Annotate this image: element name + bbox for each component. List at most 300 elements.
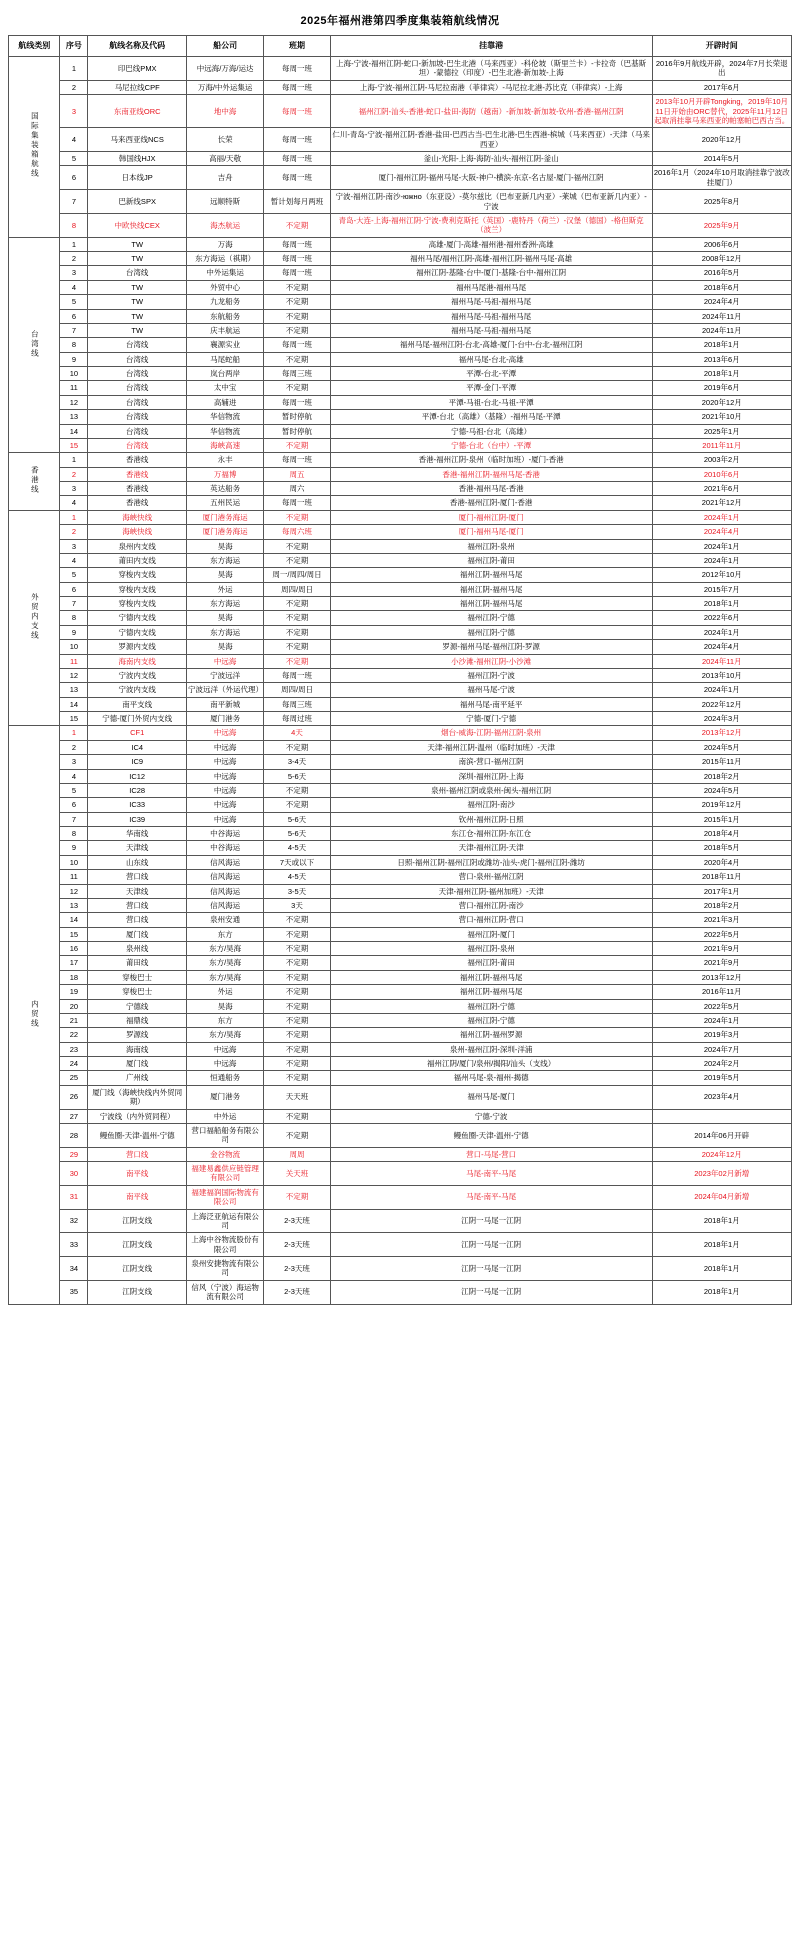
- cell-index: 6: [60, 582, 88, 596]
- cell-route: 台湾线: [88, 352, 187, 366]
- cell-schedule: 每周一班: [264, 57, 331, 81]
- cell-ports: 鳗鱼圈-天津-温州-宁德: [330, 1123, 652, 1147]
- cell-company: 中远海: [187, 654, 264, 668]
- cell-ports: 泉州-福州江阴或泉州-闽头-福州江阴: [330, 783, 652, 797]
- table-row: [9, 453, 792, 467]
- cell-company: 信风海运: [187, 870, 264, 884]
- cell-company: 永丰: [187, 453, 264, 467]
- table-row: [9, 841, 792, 855]
- cell-index: 8: [60, 827, 88, 841]
- cell-company: 中远海: [187, 812, 264, 826]
- table-row: [9, 855, 792, 869]
- cell-ports: 福州马尾/福州江阴-高雄-福州江阴-福州马尾-高雄: [330, 252, 652, 266]
- cell-route: 福鼎线: [88, 1013, 187, 1027]
- cell-route: 南平线: [88, 1162, 187, 1186]
- table-row: [9, 726, 792, 740]
- cell-open: 2024年2月: [652, 1057, 791, 1071]
- cell-open: 2024年1月: [652, 1013, 791, 1027]
- cell-index: 10: [60, 640, 88, 654]
- cell-index: 5: [60, 295, 88, 309]
- cell-route: 宁波线（内外贸同程）: [88, 1109, 187, 1123]
- cell-index: 11: [60, 654, 88, 668]
- cell-route: 厦门线: [88, 927, 187, 941]
- cell-index: 14: [60, 697, 88, 711]
- cell-schedule: 不定期: [264, 1028, 331, 1042]
- cell-schedule: 每周一班: [264, 338, 331, 352]
- table-row: [9, 683, 792, 697]
- cell-company: 中远海: [187, 726, 264, 740]
- cell-open: 2013年12月: [652, 726, 791, 740]
- table-row: [9, 553, 792, 567]
- cell-open: 2020年12月: [652, 395, 791, 409]
- cell-schedule: 不定期: [264, 309, 331, 323]
- page-title: 2025年福州港第四季度集装箱航线情况: [300, 15, 500, 27]
- shipping-routes-table: [8, 35, 792, 1305]
- table-row: [9, 1162, 792, 1186]
- cell-ports: 福州江阴-宁波: [330, 668, 652, 682]
- cell-ports: 营口-福州江阴-南沙: [330, 898, 652, 912]
- cell-open: [652, 1109, 791, 1123]
- cell-route: 穿梭巴士: [88, 970, 187, 984]
- cell-route: 香港线: [88, 482, 187, 496]
- cell-open: 2024年11月: [652, 654, 791, 668]
- table-row: [9, 740, 792, 754]
- cell-schedule: 不定期: [264, 295, 331, 309]
- table-body: [9, 57, 792, 1305]
- cell-ports: 营口-泉州-福州江阴: [330, 870, 652, 884]
- table-row: [9, 755, 792, 769]
- cell-schedule: 5-6天: [264, 812, 331, 826]
- cell-ports: 福州江阴-宁德: [330, 1013, 652, 1027]
- cell-schedule: 不定期: [264, 1109, 331, 1123]
- table-row: [9, 870, 792, 884]
- cell-ports: 南滨-营口-福州江阴: [330, 755, 652, 769]
- cell-ports: 江阴一马尾一江阴: [330, 1233, 652, 1257]
- cell-open: 2017年6月: [652, 80, 791, 94]
- cell-ports: 高雄-厦门-高雄-福州港-福州香洲-高雄: [330, 237, 652, 251]
- cell-index: 32: [60, 1209, 88, 1233]
- cell-open: 2013年10月: [652, 668, 791, 682]
- cell-company: 昊海: [187, 999, 264, 1013]
- cell-index: 16: [60, 942, 88, 956]
- cell-open: 2017年1月: [652, 884, 791, 898]
- table-row: [9, 1280, 792, 1304]
- cell-ports: 江阴一马尾一江阴: [330, 1209, 652, 1233]
- table-row: [9, 913, 792, 927]
- cell-schedule: 3天: [264, 898, 331, 912]
- table-row: [9, 712, 792, 726]
- cell-schedule: 不定期: [264, 539, 331, 553]
- cell-schedule: 不定期: [264, 970, 331, 984]
- cell-company: 万海/中外运集运: [187, 80, 264, 94]
- cell-route: 宁波内支线: [88, 668, 187, 682]
- cell-open: 2019年6月: [652, 381, 791, 395]
- table-row: [9, 654, 792, 668]
- table-row: [9, 166, 792, 190]
- cell-schedule: 每周一班: [264, 152, 331, 166]
- cell-schedule: 天天班: [264, 1085, 331, 1109]
- cell-index: 7: [60, 323, 88, 337]
- cell-open: 2013年6月: [652, 352, 791, 366]
- cell-index: 2: [60, 252, 88, 266]
- table-row: [9, 769, 792, 783]
- cell-ports: 福州马尾-福州江阴-台北-高雄-厦门-台中-台北-福州江阴: [330, 338, 652, 352]
- cell-route: 莆田线: [88, 956, 187, 970]
- cell-company: 信风海运: [187, 884, 264, 898]
- cell-company: 中谷海运: [187, 827, 264, 841]
- cell-open: 2024年5月: [652, 783, 791, 797]
- cell-index: 15: [60, 927, 88, 941]
- cell-open: 2022年5月: [652, 927, 791, 941]
- cell-company: 东方/昊海: [187, 956, 264, 970]
- cell-route: TW: [88, 237, 187, 251]
- cell-company: 万海: [187, 237, 264, 251]
- cell-index: 9: [60, 841, 88, 855]
- cell-company: 地中海: [187, 95, 264, 128]
- cell-route: 宁波内支线: [88, 683, 187, 697]
- cell-open: 2021年9月: [652, 942, 791, 956]
- cell-route: 台湾线: [88, 381, 187, 395]
- category-label: 内贸线: [30, 999, 40, 1028]
- cell-open: 2018年5月: [652, 841, 791, 855]
- cell-company: 中远海: [187, 755, 264, 769]
- cell-open: 2015年1月: [652, 812, 791, 826]
- cell-index: 2: [60, 467, 88, 481]
- cell-ports: 福州江阴/厦门/泉州/揭阳/汕头（支线）: [330, 1057, 652, 1071]
- table-row: [9, 252, 792, 266]
- cell-schedule: 关天班: [264, 1162, 331, 1186]
- table-row: [9, 812, 792, 826]
- cell-company: 东方海运（祺期）: [187, 252, 264, 266]
- cell-ports: 平潭-马祖-台北-马祖-平潭: [330, 395, 652, 409]
- cell-open: 2024年4月: [652, 640, 791, 654]
- cell-index: 18: [60, 970, 88, 984]
- category-cell: [9, 57, 60, 238]
- cell-open: 2024年1月: [652, 510, 791, 524]
- table-row: [9, 381, 792, 395]
- cell-open: 2024年11月: [652, 309, 791, 323]
- table-row: [9, 956, 792, 970]
- cell-index: 19: [60, 985, 88, 999]
- cell-index: 13: [60, 410, 88, 424]
- cell-route: 东南亚线ORC: [88, 95, 187, 128]
- cell-index: 3: [60, 482, 88, 496]
- table-row: [9, 539, 792, 553]
- cell-index: 12: [60, 884, 88, 898]
- cell-index: 7: [60, 597, 88, 611]
- table-row: [9, 338, 792, 352]
- cell-ports: 宁德-厦门-宁德: [330, 712, 652, 726]
- cell-company: 宁波远洋（外运代理）: [187, 683, 264, 697]
- cell-ports: 香港-福州江阴-泉州（临时加班）-厦门-香港: [330, 453, 652, 467]
- cell-schedule: 不定期: [264, 913, 331, 927]
- cell-ports: 福州马尾港-福州马尾: [330, 280, 652, 294]
- cell-schedule: 不定期: [264, 625, 331, 639]
- cell-schedule: 不定期: [264, 798, 331, 812]
- cell-route: CF1: [88, 726, 187, 740]
- cell-ports: 天津-福州江阴-温州（临时加班）-天津: [330, 740, 652, 754]
- cell-schedule: 不定期: [264, 783, 331, 797]
- cell-route: TW: [88, 323, 187, 337]
- cell-route: 天津线: [88, 841, 187, 855]
- cell-ports: 天津-福州江阴-天津: [330, 841, 652, 855]
- cell-open: 2022年6月: [652, 611, 791, 625]
- cell-route: 台湾线: [88, 338, 187, 352]
- cell-route: TW: [88, 295, 187, 309]
- cell-schedule: 4天: [264, 726, 331, 740]
- cell-schedule: 2-3天班: [264, 1233, 331, 1257]
- cell-company: 厦门港务: [187, 712, 264, 726]
- cell-open: 2020年12月: [652, 128, 791, 152]
- cell-index: 8: [60, 213, 88, 237]
- cell-company: 外贸中心: [187, 280, 264, 294]
- cell-schedule: 不定期: [264, 999, 331, 1013]
- category-cell: [9, 453, 60, 511]
- cell-route: 南平支线: [88, 697, 187, 711]
- cell-index: 23: [60, 1042, 88, 1056]
- table-row: [9, 190, 792, 214]
- cell-company: 泉州安通: [187, 913, 264, 927]
- cell-open: 2024年1月: [652, 553, 791, 567]
- cell-schedule: 每周一班: [264, 266, 331, 280]
- cell-open: 2018年1月: [652, 1280, 791, 1304]
- table-row: [9, 295, 792, 309]
- cell-schedule: 不定期: [264, 553, 331, 567]
- cell-route: 宁德线: [88, 999, 187, 1013]
- cell-company: 中远海: [187, 1057, 264, 1071]
- table-row: [9, 1233, 792, 1257]
- cell-schedule: 每周一班: [264, 237, 331, 251]
- cell-schedule: 周四/周日: [264, 582, 331, 596]
- cell-route: 泉州内支线: [88, 539, 187, 553]
- cell-index: 24: [60, 1057, 88, 1071]
- cell-index: 4: [60, 280, 88, 294]
- cell-schedule: 每周三班: [264, 697, 331, 711]
- table-row: [9, 1109, 792, 1123]
- cell-open: 2018年1月: [652, 367, 791, 381]
- cell-open: 2016年11月: [652, 985, 791, 999]
- cell-company: 中远海: [187, 769, 264, 783]
- table-row: [9, 438, 792, 452]
- cell-company: 东方海运: [187, 597, 264, 611]
- cell-open: 2024年11月: [652, 323, 791, 337]
- category-label: 台湾线: [30, 329, 40, 358]
- cell-route: 台湾线: [88, 266, 187, 280]
- cell-company: 厦门港务海运: [187, 510, 264, 524]
- table-row: [9, 568, 792, 582]
- cell-schedule: 2-3天班: [264, 1209, 331, 1233]
- cell-ports: 福州江阴-福州马尾: [330, 582, 652, 596]
- cell-ports: 福州江阴-莆田: [330, 553, 652, 567]
- cell-open: 2018年2月: [652, 898, 791, 912]
- cell-ports: 福州江阴-福州马尾: [330, 970, 652, 984]
- cell-company: 厦门港务: [187, 1085, 264, 1109]
- cell-open: 2025年9月: [652, 213, 791, 237]
- cell-schedule: 不定期: [264, 280, 331, 294]
- cell-index: 14: [60, 913, 88, 927]
- cell-schedule: 每周一班: [264, 166, 331, 190]
- cell-ports: 平潭-台北（高雄）（基隆）-福州马尾-平潭: [330, 410, 652, 424]
- cell-schedule: 每周三班: [264, 367, 331, 381]
- cell-index: 31: [60, 1185, 88, 1209]
- cell-ports: 香港-福州马尾-香港: [330, 482, 652, 496]
- cell-index: 25: [60, 1071, 88, 1085]
- table-row: [9, 467, 792, 481]
- cell-ports: 福州马尾-台北-高雄: [330, 352, 652, 366]
- cell-route: 海峡快线: [88, 510, 187, 524]
- cell-company: 太中宝: [187, 381, 264, 395]
- cell-ports: 江阴一马尾一江阴: [330, 1257, 652, 1281]
- table-row: [9, 482, 792, 496]
- header-company: 船公司: [187, 36, 264, 57]
- cell-ports: 东江仓-福州江阴-东江仓: [330, 827, 652, 841]
- cell-route: 宁德-厦门外贸内支线: [88, 712, 187, 726]
- cell-schedule: 每周六班: [264, 525, 331, 539]
- cell-company: 昊海: [187, 568, 264, 582]
- cell-index: 6: [60, 309, 88, 323]
- cell-schedule: 暂计划每月两班: [264, 190, 331, 214]
- cell-company: 东方: [187, 1013, 264, 1027]
- cell-open: 2003年2月: [652, 453, 791, 467]
- cell-company: 中远海/万海/运达: [187, 57, 264, 81]
- cell-index: 2: [60, 525, 88, 539]
- table-row: [9, 668, 792, 682]
- cell-ports: 日照-福州江阴-福州江阴或潍坊-汕头-虎门-福州江阴-潍坊: [330, 855, 652, 869]
- table-row: [9, 640, 792, 654]
- cell-company: 长荣: [187, 128, 264, 152]
- cell-route: IC9: [88, 755, 187, 769]
- cell-open: 2020年4月: [652, 855, 791, 869]
- cell-schedule: 周五: [264, 467, 331, 481]
- cell-route: TW: [88, 252, 187, 266]
- cell-route: 海南线: [88, 1042, 187, 1056]
- cell-company: 海峡高速: [187, 438, 264, 452]
- table-row: [9, 280, 792, 294]
- table-row: [9, 827, 792, 841]
- cell-index: 2: [60, 80, 88, 94]
- cell-route: 江阴支线: [88, 1233, 187, 1257]
- cell-company: 华信物流: [187, 410, 264, 424]
- cell-open: 2024年1月: [652, 683, 791, 697]
- cell-ports: 福州江阴-福州马尾: [330, 985, 652, 999]
- table-row: [9, 884, 792, 898]
- cell-index: 29: [60, 1147, 88, 1161]
- cell-schedule: 不定期: [264, 1123, 331, 1147]
- cell-open: 2016年5月: [652, 266, 791, 280]
- cell-ports: 福州马尾-泉-福州-揭德: [330, 1071, 652, 1085]
- cell-ports: 马尾-南平-马尾: [330, 1162, 652, 1186]
- cell-index: 4: [60, 553, 88, 567]
- cell-company: 上海泛亚航运有限公司: [187, 1209, 264, 1233]
- cell-company: 昊海: [187, 611, 264, 625]
- cell-index: 10: [60, 367, 88, 381]
- cell-schedule: 5-6天: [264, 769, 331, 783]
- cell-open: 2021年12月: [652, 496, 791, 510]
- cell-index: 1: [60, 237, 88, 251]
- cell-index: 14: [60, 424, 88, 438]
- cell-open: 2022年5月: [652, 999, 791, 1013]
- cell-route: 香港线: [88, 496, 187, 510]
- cell-route: 营口线: [88, 1147, 187, 1161]
- cell-schedule: 不定期: [264, 1071, 331, 1085]
- cell-open: 2019年3月: [652, 1028, 791, 1042]
- cell-index: 5: [60, 568, 88, 582]
- cell-index: 4: [60, 496, 88, 510]
- cell-ports: 福州江阴-宁德: [330, 625, 652, 639]
- cell-open: 2018年1月: [652, 338, 791, 352]
- cell-route: 江阴支线: [88, 1209, 187, 1233]
- table-row: [9, 1209, 792, 1233]
- cell-open: 2018年1月: [652, 1209, 791, 1233]
- cell-index: 22: [60, 1028, 88, 1042]
- cell-open: 2018年1月: [652, 1257, 791, 1281]
- cell-index: 5: [60, 783, 88, 797]
- cell-index: 34: [60, 1257, 88, 1281]
- cell-index: 7: [60, 812, 88, 826]
- table-row: [9, 1028, 792, 1042]
- cell-company: 福建易鑫供应链管理有限公司: [187, 1162, 264, 1186]
- cell-ports: 仁川-青岛-宁波-福州江阴-香港-盐田-巴西古当-巴生北港-巴生西港-槟城（马来西亚）-天津（马来西亚）: [330, 128, 652, 152]
- cell-schedule: 每周一班: [264, 395, 331, 409]
- table-row: [9, 1257, 792, 1281]
- cell-schedule: 不定期: [264, 213, 331, 237]
- cell-index: 10: [60, 855, 88, 869]
- cell-company: 五州民运: [187, 496, 264, 510]
- table-row: [9, 1013, 792, 1027]
- cell-schedule: 不定期: [264, 985, 331, 999]
- cell-ports: 福州江阴-南沙: [330, 798, 652, 812]
- table-row: [9, 798, 792, 812]
- cell-schedule: 周四/周日: [264, 683, 331, 697]
- cell-route: 台湾线: [88, 410, 187, 424]
- cell-route: 广州线: [88, 1071, 187, 1085]
- cell-route: 营口线: [88, 870, 187, 884]
- header-ports: 挂靠港: [330, 36, 652, 57]
- cell-schedule: 不定期: [264, 927, 331, 941]
- cell-open: 2021年9月: [652, 956, 791, 970]
- cell-ports: 福州江阴-福州马尾: [330, 568, 652, 582]
- cell-route: 宁德内支线: [88, 625, 187, 639]
- cell-ports: 香港-福州江阴-福州马尾-香港: [330, 467, 652, 481]
- cell-ports: 上海-宁波-福州江阴-蛇口-新加坡-巴生北港（马来西亚）-科伦坡（斯里兰卡）-卡拉奇（巴基斯坦）-蒙德拉（印度）-巴生北港-新加坡-上海: [330, 57, 652, 81]
- cell-company: 中远海: [187, 1042, 264, 1056]
- cell-index: 3: [60, 539, 88, 553]
- cell-ports: 天津-福州江阴-福州加班）-天津: [330, 884, 652, 898]
- table-row: [9, 898, 792, 912]
- cell-ports: 宁德-马祖-台北（高雄）: [330, 424, 652, 438]
- cell-route: IC39: [88, 812, 187, 826]
- cell-ports: 福州江阴-汕头-香港-蛇口-盐田-海防（越南）-新加坡-新加坡-钦州-香港-福州江阴: [330, 95, 652, 128]
- cell-ports: 马尾-南平-马尾: [330, 1185, 652, 1209]
- cell-company: 岚台两岸: [187, 367, 264, 381]
- cell-ports: 钦州-福州江阴-日照: [330, 812, 652, 826]
- table-row: [9, 496, 792, 510]
- cell-ports: 宁波-福州江阴-南沙-южно（东亚设）-莫尔兹比（巴布亚新几内亚）-莱城（巴布亚新几内亚）-宁波: [330, 190, 652, 214]
- table-row: [9, 309, 792, 323]
- cell-open: 2018年11月: [652, 870, 791, 884]
- cell-ports: 福州江阴-泉州: [330, 942, 652, 956]
- cell-index: 1: [60, 726, 88, 740]
- cell-index: 33: [60, 1233, 88, 1257]
- cell-route: 台湾线: [88, 424, 187, 438]
- cell-open: 2021年3月: [652, 913, 791, 927]
- cell-open: 2024年1月: [652, 625, 791, 639]
- cell-open: 2024年4月: [652, 525, 791, 539]
- cell-open: 2012年10月: [652, 568, 791, 582]
- cell-ports: 福州江阴-莆田: [330, 956, 652, 970]
- cell-index: 12: [60, 395, 88, 409]
- cell-schedule: 7天或以下: [264, 855, 331, 869]
